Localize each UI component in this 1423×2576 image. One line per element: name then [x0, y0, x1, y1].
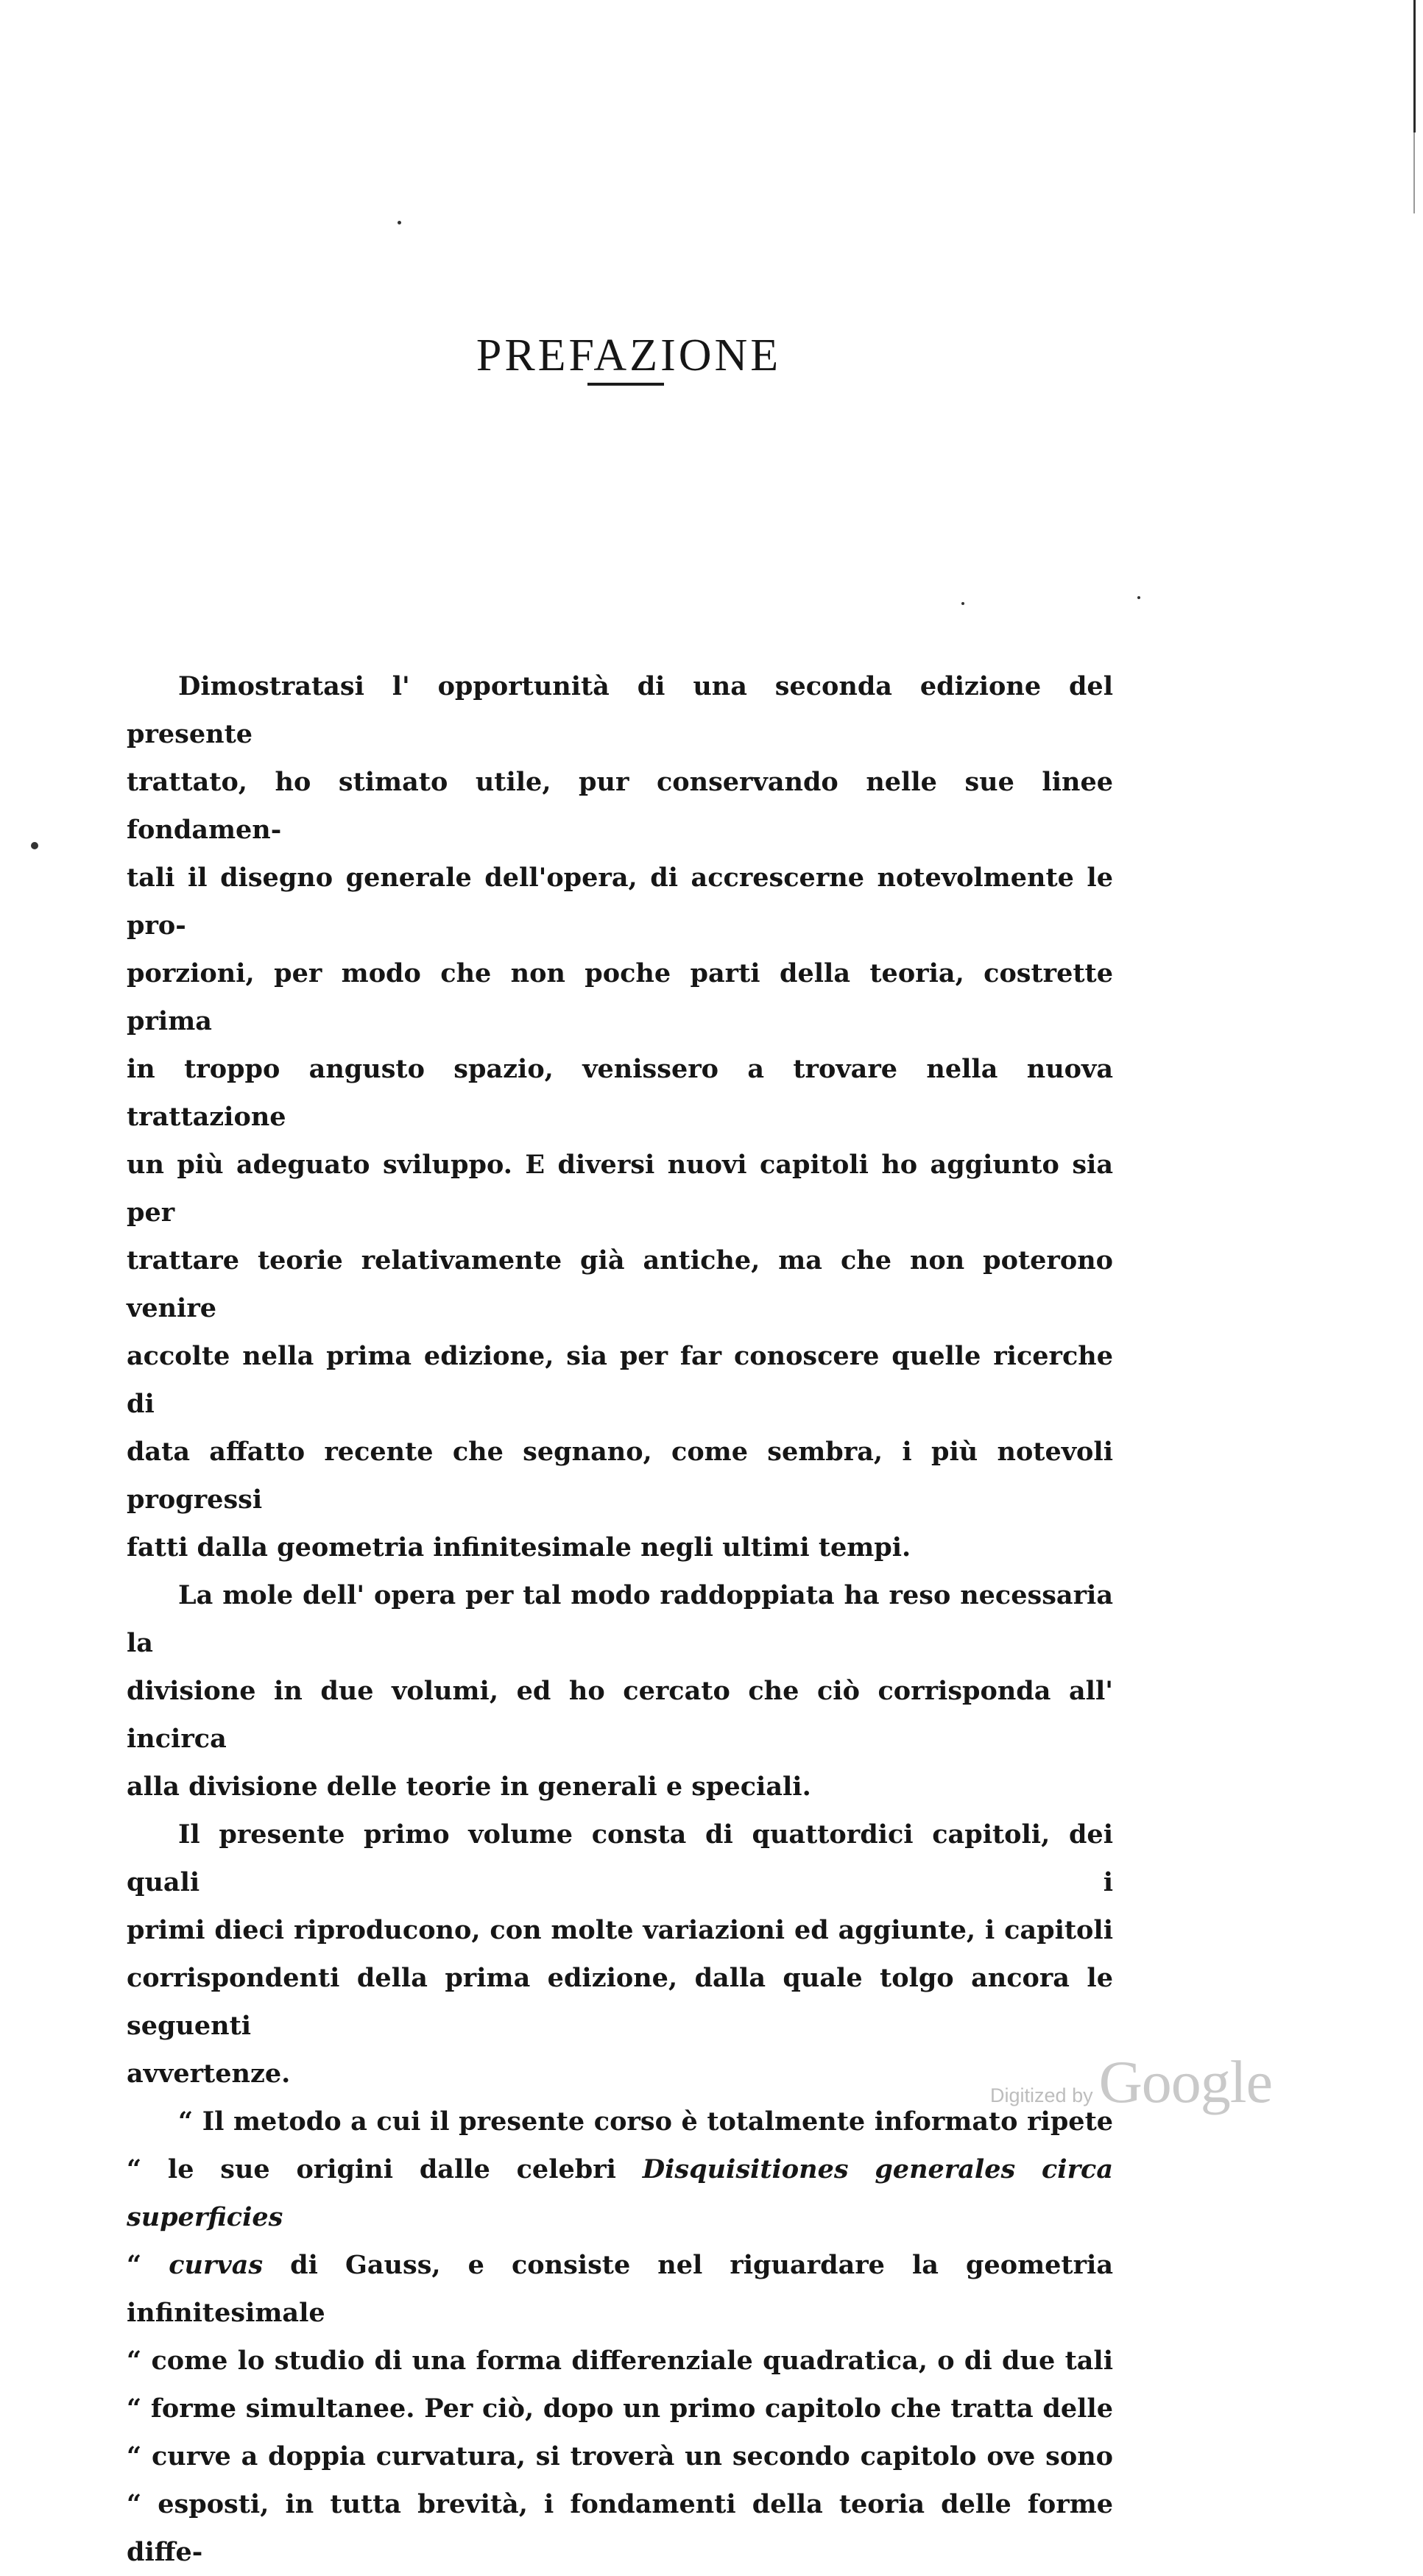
text-line: Il presente primo volume consta di quattordici capitoli, dei quali i [127, 1819, 1113, 1897]
quote-mark: “ [127, 2154, 142, 2184]
quoted-text: come lo studio di una forma differenziale quadratica, o di due tali [151, 2346, 1114, 2376]
quoted-line [127, 2145, 1113, 2241]
text-line: divisione in due volumi, ed ho cercato che ciò corrisponda all' incirca [127, 1676, 1113, 1754]
text-line: trattato, ho stimato utile, pur conservando nelle sue linee fondamen- [127, 767, 1113, 845]
title-underline [587, 383, 664, 386]
page-edge-rule [1413, 0, 1416, 132]
page-title: PREFAZIONE [476, 330, 782, 381]
digitized-by-google-watermark [990, 2048, 1272, 2117]
text-line: accolte nella prima edizione, sia per far conoscere quelle ricerche di [127, 1341, 1113, 1419]
paragraph-3 [127, 1811, 1113, 2098]
text-line: primi dieci riproducono, con molte variazioni ed aggiunte, i capitoli [127, 1915, 1113, 1945]
quoted-line [127, 2098, 1113, 2145]
quote-mark: “ [127, 2489, 142, 2519]
text-line: in troppo angusto spazio, venissero a trovare nella nuova trattazione [127, 1054, 1113, 1132]
paragraph-2 [127, 1571, 1113, 1811]
quote-mark: “ [127, 2250, 142, 2280]
quote-mark: “ [178, 2106, 194, 2137]
text-line: fatti dalla geometria infinitesimale negli ultimi tempi. [127, 1532, 911, 1563]
ink-speck [961, 602, 964, 605]
text-line: corrispondenti della prima edizione, dalla quale tolgo ancora le seguenti [127, 1963, 1113, 2041]
preface-body [127, 662, 1113, 2576]
ink-speck [1137, 596, 1140, 599]
text-line: Dimostratasi l' opportunità di una seconda edizione del presente [127, 671, 1113, 749]
ink-speck [31, 842, 38, 849]
quote-mark: “ [127, 2346, 142, 2376]
text-line: porzioni, per modo che non poche parti della teoria, costrette prima [127, 958, 1113, 1036]
paragraph-4-quotation [127, 2098, 1113, 2576]
text-line: data affatto recente che segnano, come sembra, i più notevoli progressi [127, 1437, 1113, 1515]
quoted-text: forme simultanee. Per ciò, dopo un primo capitolo che tratta delle [150, 2393, 1113, 2424]
italic-book-title: Disquisitiones generales circa superficies [127, 2154, 1113, 2232]
text-line: tali il disegno generale dell'opera, di accrescerne notevolmente le pro- [127, 863, 1113, 941]
quoted-line [127, 2480, 1113, 2576]
quoted-line [127, 2432, 1113, 2480]
text-line: alla divisione delle teorie in generali e speciali. [127, 1772, 811, 1802]
quoted-text: di Gauss, e consiste nel riguardare la geometria infinitesimale [127, 2250, 1113, 2328]
ink-speck [398, 221, 401, 224]
quoted-line [127, 2241, 1113, 2337]
watermark-prefix: Digitized by [990, 2084, 1093, 2106]
quoted-line [127, 2337, 1113, 2385]
text-line: avvertenze. [127, 2059, 291, 2089]
text-line: La mole dell' opera per tal modo raddoppiata ha reso necessaria la [127, 1580, 1113, 1658]
quote-mark: “ [127, 2393, 142, 2424]
quoted-text: Il metodo a cui il presente corso è totalmente informato ripete [202, 2106, 1114, 2137]
quoted-text: curve a doppia curvatura, si troverà un secondo capitolo ove sono [152, 2441, 1113, 2471]
text-line: trattare teorie relativamente già antiche, ma che non poterono venire [127, 1245, 1113, 1323]
quote-mark: “ [127, 2441, 142, 2471]
text-line: un più adeguato sviluppo. E diversi nuovi capitoli ho aggiunto sia per [127, 1150, 1113, 1228]
quoted-text: le sue origini dalle celebri [167, 2154, 643, 2184]
quoted-line [127, 2385, 1113, 2432]
italic-book-title: curvas [169, 2250, 264, 2280]
google-logo: Google [1098, 2048, 1272, 2115]
page-edge-rule-faint [1413, 132, 1415, 213]
paragraph-1 [127, 662, 1113, 1571]
quoted-text: esposti, in tutta brevità, i fondamenti della teoria delle forme diffe- [127, 2489, 1113, 2567]
